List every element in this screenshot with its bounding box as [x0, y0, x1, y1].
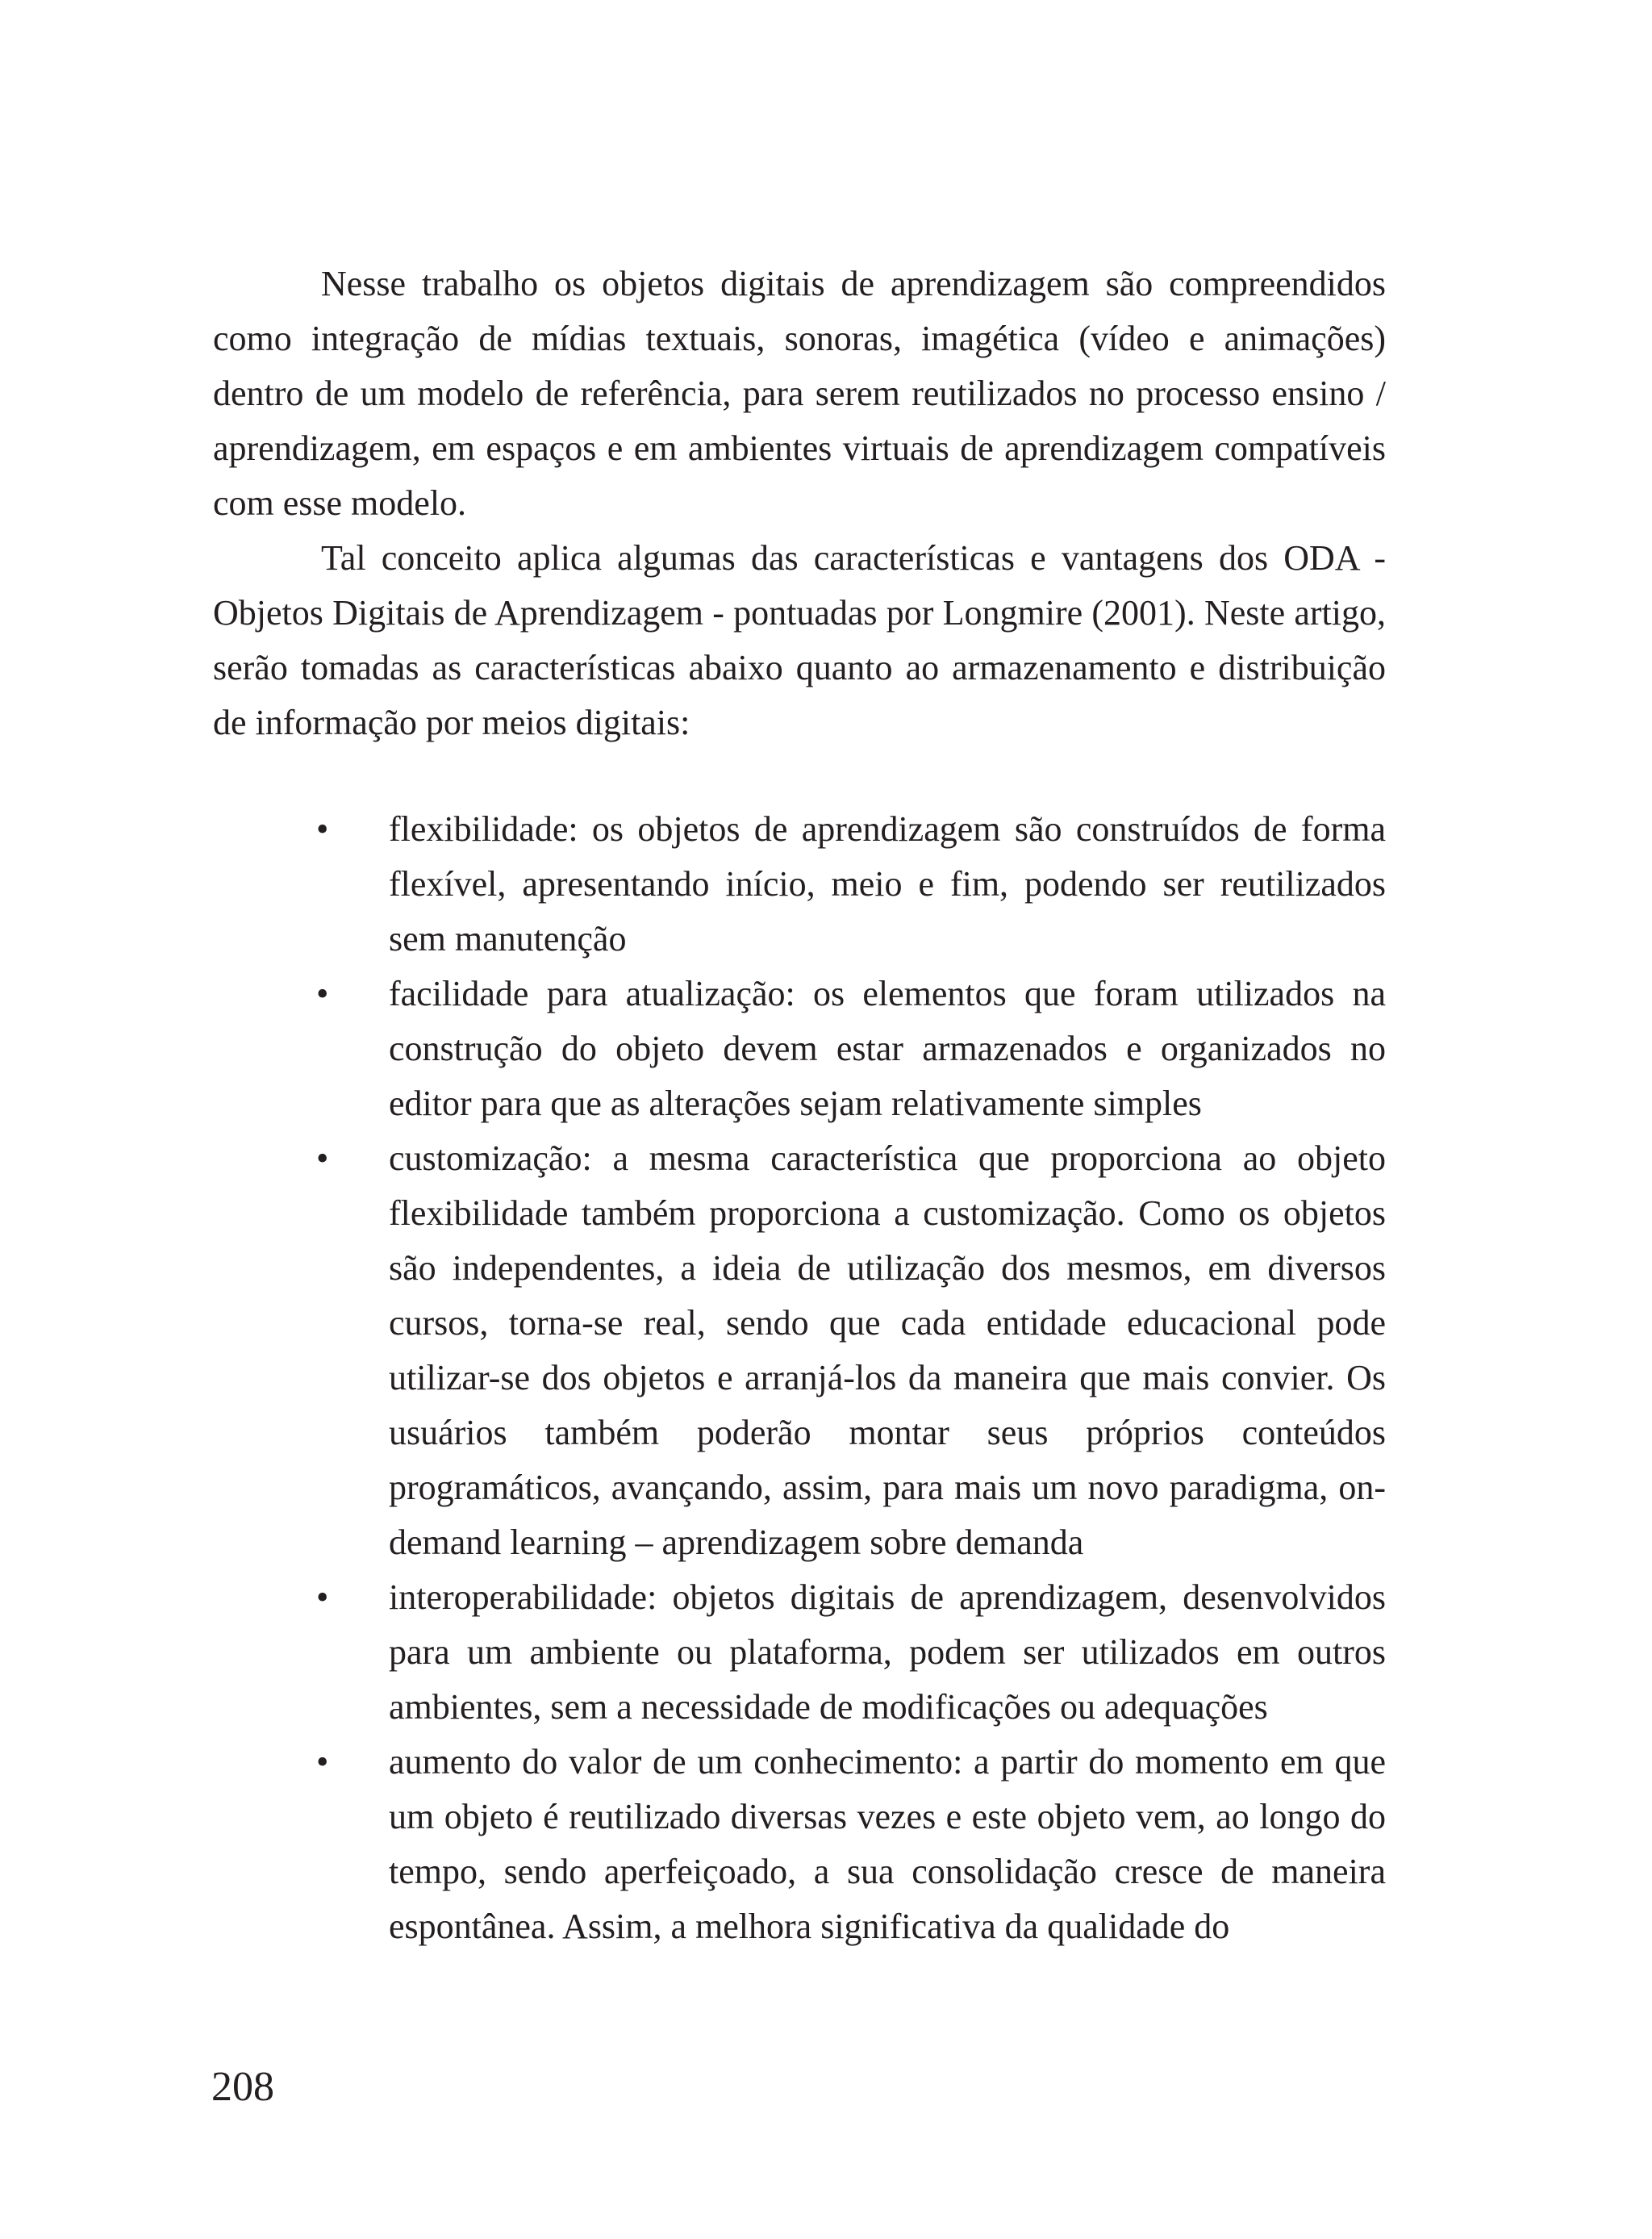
list-item-facilidade-atualizacao	[213, 967, 1386, 1131]
list-item-text: customização: a mesma característica que proporciona ao objeto flexibilidade também proporciona a customização. Como os objetos são independentes, a ideia de utilização dos mesmos, em diversos cursos, torna-se real, sendo que cada entidade educacional pode utilizar-se dos objetos e arranjá-los da maneira que mais convier. Os usuários também poderão montar seus próprios conteúdos programáticos, avançando, assim, para mais um novo paradigma, on-demand learning – aprendizagem sobre demanda	[389, 1138, 1386, 1562]
bullet-icon: •	[316, 1742, 329, 1782]
bullet-icon: •	[316, 809, 329, 849]
characteristics-list	[213, 802, 1386, 1954]
bullet-icon: •	[316, 1577, 329, 1617]
list-item-flexibilidade	[213, 802, 1386, 967]
body-text	[213, 257, 1386, 1954]
list-item-text: flexibilidade: os objetos de aprendizagem são construídos de forma flexível, apresentando início, meio e fim, podendo ser reutilizados sem manutenção	[389, 809, 1386, 959]
list-item-text: aumento do valor de um conhecimento: a partir do momento em que um objeto é reutilizado diversas vezes e este objeto vem, ao longo do tempo, sendo aperfeiçoado, a sua consolidação cresce de maneira espontânea. Assim, a melhora significativa da qualidade do	[389, 1742, 1386, 1946]
list-item-customizacao	[213, 1131, 1386, 1570]
list-item-interoperabilidade	[213, 1570, 1386, 1735]
list-item-text: facilidade para atualização: os elementos que foram utilizados na construção do objeto devem estar armazenados e organizados no editor para que as alterações sejam relativamente simples	[389, 974, 1386, 1123]
paragraph-1: Nesse trabalho os objetos digitais de aprendizagem são compreendidos como integração de mídias textuais, sonoras, imagética (vídeo e animações) dentro de um modelo de referência, para serem reutilizados no processo ensino / aprendizagem, em espaços e em ambientes virtuais de aprendizagem compatíveis com esse modelo.	[213, 264, 1386, 523]
list-item-aumento-valor	[213, 1735, 1386, 1954]
paragraph-2: Tal conceito aplica algumas das características e vantagens dos ODA - Objetos Digitais de Aprendizagem - pontuadas por Longmire (2001). Neste artigo, serão tomadas as características abaixo quanto ao armazenamento e distribuição de informação por meios digitais:	[213, 538, 1386, 742]
bullet-icon: •	[316, 974, 329, 1013]
bullet-icon: •	[316, 1138, 329, 1178]
list-item-text: interoperabilidade: objetos digitais de aprendizagem, desenvolvidos para um ambiente ou plataforma, podem ser utilizados em outros ambientes, sem a necessidade de modificações ou adequações	[389, 1577, 1386, 1727]
page-number: 208	[211, 2064, 274, 2110]
